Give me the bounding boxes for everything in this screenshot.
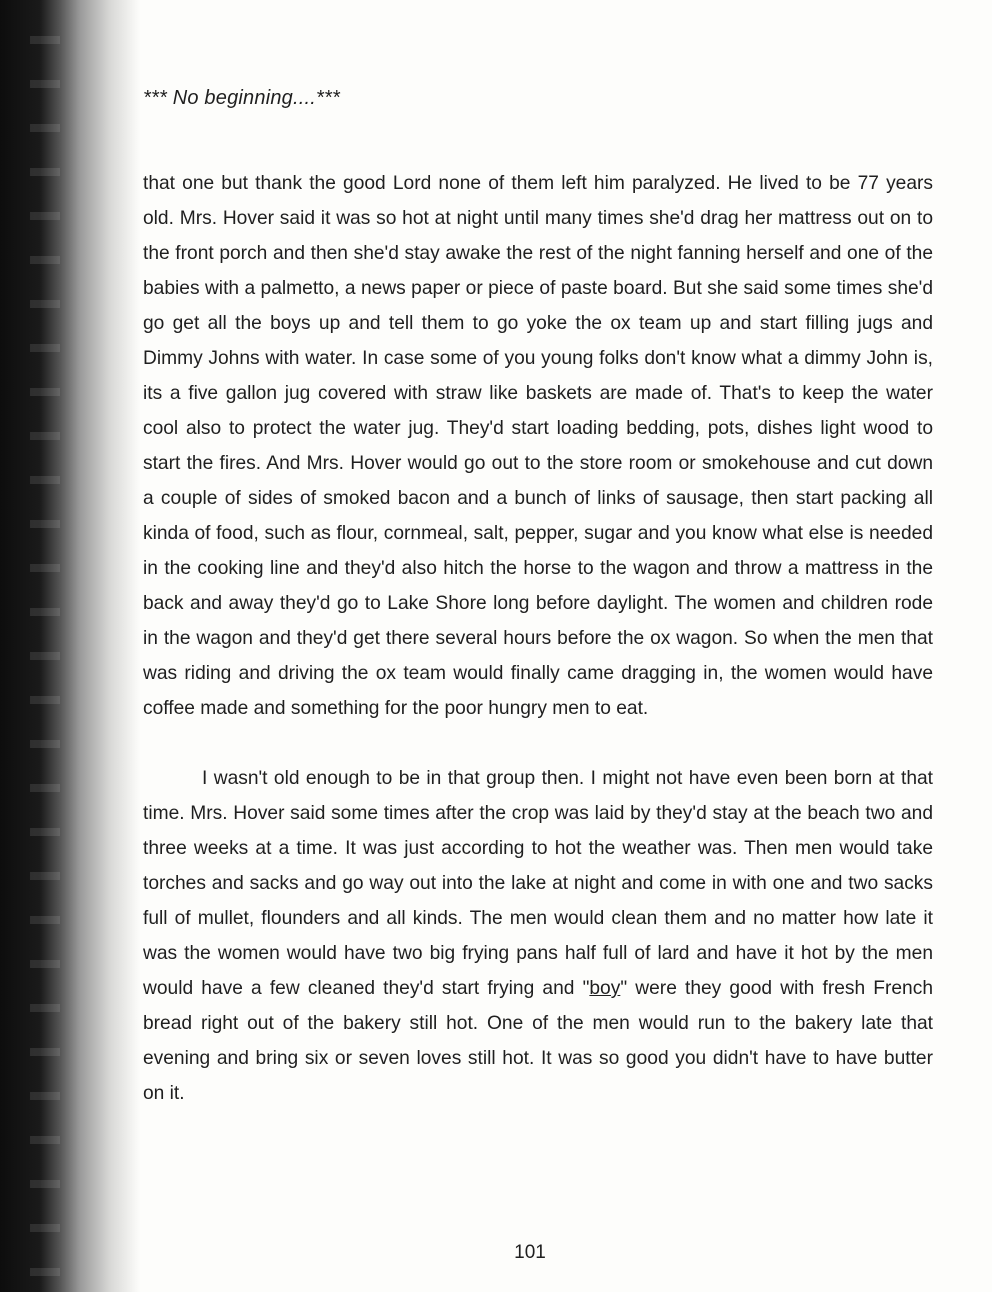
paragraph-2-text-before: I wasn't old enough to be in that group then. I might not have even been born at that time. Mrs. Hover said some times after the crop was laid by they'd stay at the beach two and three weeks at a time. It was just according to hot the weather was. Then men would take torches and sacks and go way out into the lake at night and come in with one and two sacks full of mullet, flounders and all kinds. The men would clean them and no matter how late it was the women would have two big frying pans half full of lard and have it hot by the men would have a few cleaned they'd start frying and ": [143, 768, 933, 999]
paragraph-2: [143, 761, 933, 1111]
paragraph-1: that one but thank the good Lord none of them left him paralyzed. He lived to be 77 years old. Mrs. Hover said it was so hot at night until many times she'd drag her mattress out on to the front porch and then she'd stay awake the rest of the night fanning herself and one of the babies with a palmetto, a news paper or piece of paste board. But she said some times she'd go get all the boys up and tell them to go yoke the ox team up and start filling jugs and Dimmy Johns with water. In case some of you young folks don't know what a dimmy John is, its a five gallon jug covered with straw like baskets are made of. That's to keep the water cool also to protect the water jug. They'd start loading bedding, pots, dishes light wood to start the fires. And Mrs. Hover would go out to the store room or smokehouse and cut down a couple of sides of smoked bacon and a bunch of links of sausage, then start packing all kinda of food, such as flour, cornmeal, salt, pepper, sugar and you know what else is needed in the cooking line and they'd also hitch the horse to the wagon and throw a mattress in the back and away they'd go to Lake Shore long before daylight. The women and children rode in the wagon and they'd get there several hours before the ox wagon. So when the men that was riding and driving the ox team would finally came dragging in, the women would have coffee made and something for the poor hungry men to eat.: [143, 173, 933, 719]
page-body: [143, 84, 933, 1111]
page-number: 101: [514, 1242, 546, 1263]
binding-shadow: [0, 0, 140, 1292]
paragraph-2-text-after: " were they good with fresh French bread right out of the bakery still hot. One of the men would run to the bakery late that evening and bring six or seven loves still hot. It was so good you didn't have to have butter on it.: [143, 978, 933, 1104]
emphasis-word: boy: [589, 978, 621, 999]
binding-holes: [30, 0, 60, 1292]
page-header: *** No beginning....***: [143, 87, 340, 109]
